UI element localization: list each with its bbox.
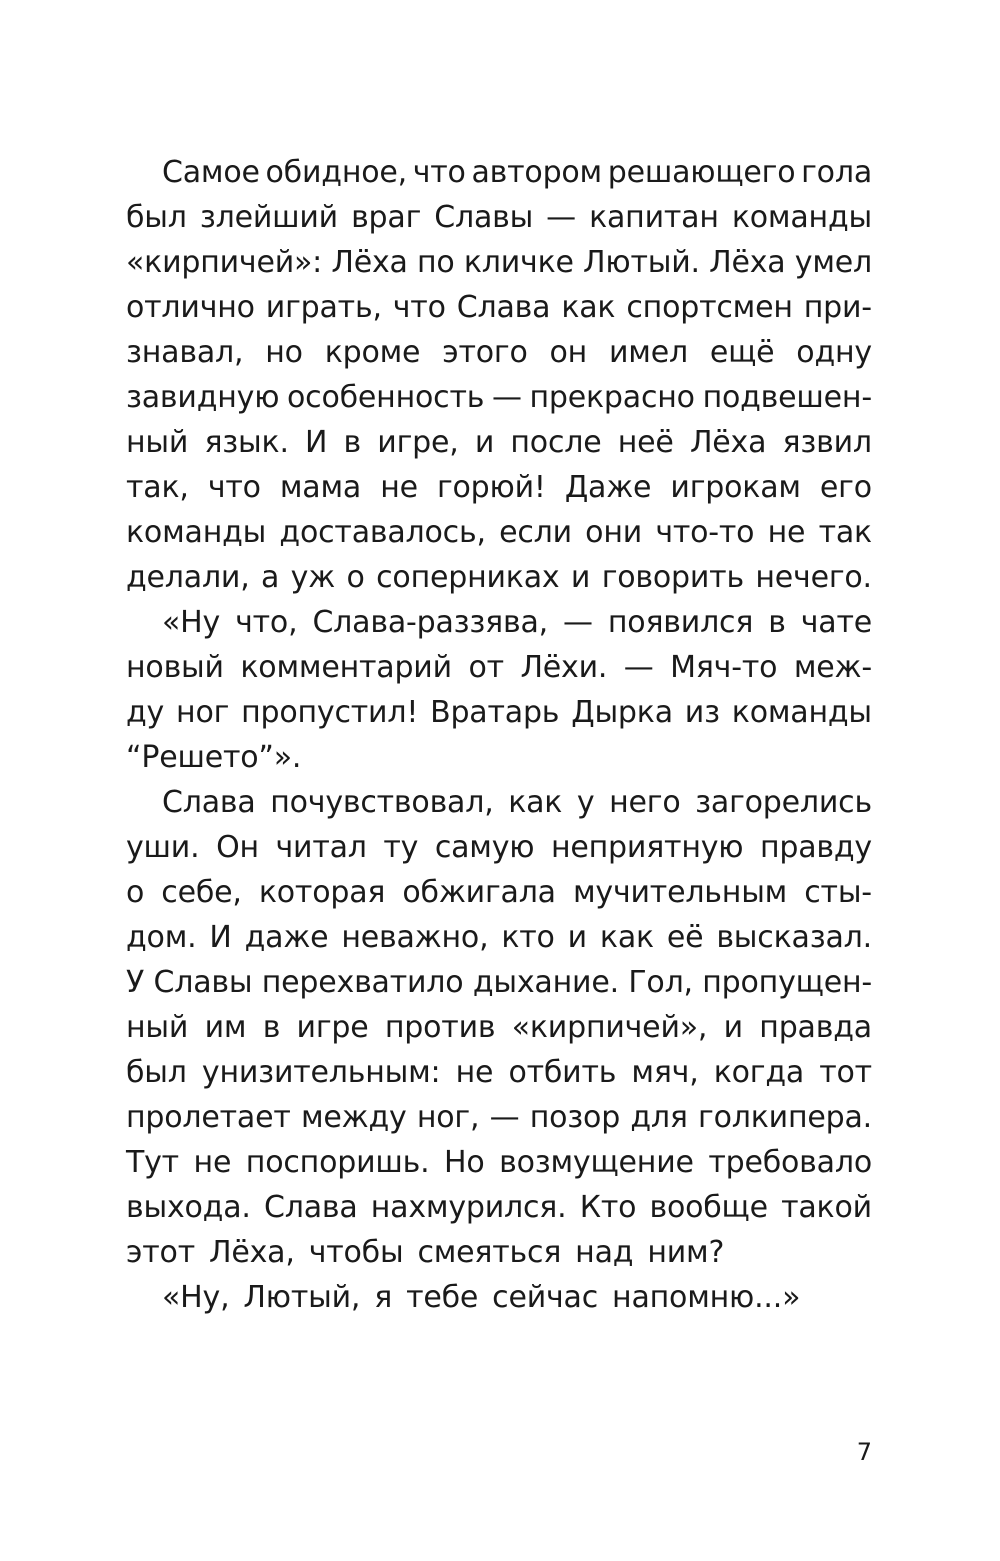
text-line: «кирпичей»: Лёха по кличке Лютый. Лёха умел (126, 245, 872, 280)
text-line: команды доставалось, если они что-то не так (126, 515, 872, 550)
text-line: Тут не поспоришь. Но возмущение требовало (126, 1145, 872, 1180)
text-line: был унизительным: не отбить мяч, когда тот (126, 1055, 872, 1090)
paragraph-4 (126, 1275, 872, 1320)
text-line: уши. Он читал ту самую неприятную правду (126, 830, 872, 865)
text-line: делали, а уж о соперниках и говорить нечего. (126, 560, 872, 595)
text-line: выхода. Слава нахмурился. Кто вообще такой (126, 1190, 872, 1225)
text-line: ный язык. И в игре, и после неё Лёха язвил (126, 425, 872, 460)
text-line: знавал, но кроме этого он имел ещё одну (126, 335, 872, 370)
text-line: ный им в игре против «кирпичей», и правда (126, 1010, 872, 1045)
text-line: новый комментарий от Лёхи. — Мяч-то меж- (126, 650, 872, 685)
paragraph-3 (126, 780, 872, 1275)
page-number: 7 (856, 1438, 872, 1466)
body-text (126, 150, 872, 1320)
text-line: пролетает между ног, — позор для голкипера. (126, 1100, 872, 1135)
text-line: о себе, которая обжигала мучительным сты- (126, 875, 872, 910)
text-line: «Ну что, Слава-раззява, — появился в чате (162, 605, 872, 640)
text-line: У Славы перехватило дыхание. Гол, пропущен- (126, 965, 872, 1000)
text-line: “Решето”». (126, 740, 302, 775)
text-line: Слава почувствовал, как у него загорелись (162, 785, 872, 820)
text-line: отлично играть, что Слава как спортсмен при- (126, 290, 872, 325)
paragraph-1 (126, 150, 872, 600)
paragraph-2 (126, 600, 872, 780)
text-line: завидную особенность — прекрасно подвешен- (126, 380, 872, 415)
text-line: этот Лёха, чтобы смеяться над ним? (126, 1235, 725, 1270)
text-line: «Ну, Лютый, я тебе сейчас напомню...» (162, 1280, 801, 1315)
text-line: был злейший враг Славы — капитан команды (126, 200, 872, 235)
text-line: дом. И даже неважно, кто и как её высказал. (126, 920, 872, 955)
text-line: ду ног пропустил! Вратарь Дырка из команды (126, 695, 872, 730)
text-line: Самое обидное, что автором решающего гола (162, 155, 872, 190)
text-line: так, что мама не горюй! Даже игрокам его (126, 470, 872, 505)
